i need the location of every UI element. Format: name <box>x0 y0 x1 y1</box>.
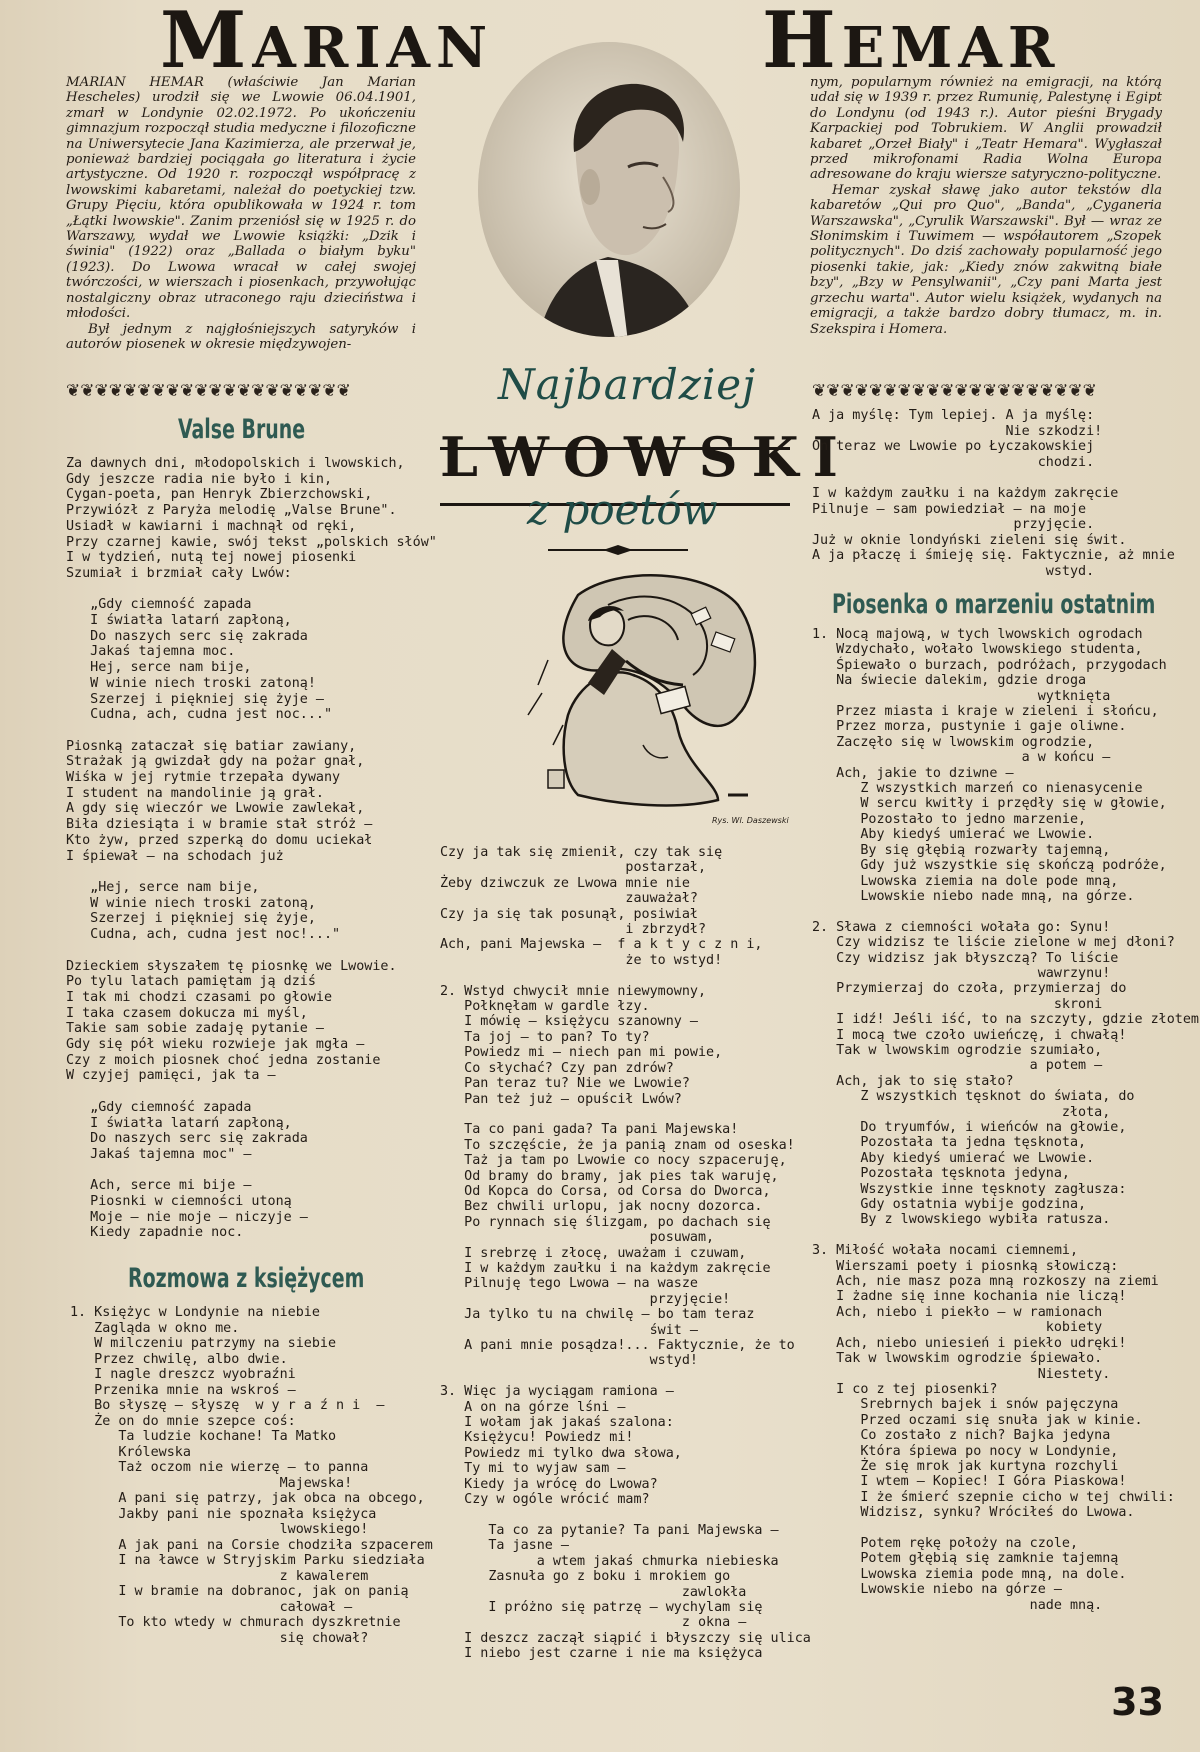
poem-piosenka-o-marzeniu: 1. Nocą majową, w tych lwowskich ogrodach Wzdychało, wołało lwowskiego studenta, Śpiewało o burzach, podróżach, przygodach Na świecie dalekim, gdzie droga wytknięta Przez miasta i kraje w zieleni i słońcu, Przez morza, pustynie i gaje oliwne. Zaczęło się w lwowskim ogrodzie, a w końcu — Ach, jakie to dziwne — Z wszystkich marzeń co nienasycenie W sercu kwitły i przędły się w głowie, Pozostało to jedno marzenie, Aby kiedyś umierać we Lwowie. By się głębią rozwarły tajemną, Gdy już wszystkie się skończą podróże, Lwowska ziemia na dole pode mną, Lwowskie niebo nade mną, na górze. 2. Sława z ciemności wołała go: Synu! Czy widzisz te liście zielone w mej dłoni? Czy widzisz jak błyszczą? To liście wawrzynu! Przymierzaj do czoła, przymierzaj do skroni I idź! Jeśli iść, to na szczyty, gdzie złotem I mocą twe czoło uwieńczę, i chwałą! Tak w lwowskim ogrodzie szumiało, a potem — Ach, jak to się stało? Z wszystkich tęsknot do świata, do złota, Do tryumfów, i wieńców na głowie, Pozostała ta jedna tęsknota, Aby kiedyś umierać we Lwowie. Pozostała tęsknota jedyna, Wszystkie inne tęsknoty zagłusza: Gdy ostatnia wybije godzina, By z lwowskiego wybiła ratusza. 3. Miłość wołała nocami ciemnemi, Wierszami poety i piosnką słowiczą: Ach, nie masz poza mną rozkoszy na ziemi I żadne się inne kochania nie liczą! Ach, niebo i piekło — w ramionach kobiety Ach, niebo uniesień i piekło udręki! Tak w lwowskim ogrodzie śpiewało. Niestety. I co z tej piosenki? Srebrnych bajek i snów pajęczyna Przed oczami się snuła jak w kinie. Co zostało z nich? Bajka jedyna Która śpiewa po nocy w Londynie, Że się mrok jak kurtyna rozchyli I wtem — Kopiec! I Góra Piaskowa! I że śmierć szepnie cicho w tej chwili: Widzisz, synku? Wróciłeś do Lwowa. Potem rękę położy na czole, Potem głębią się zamknie tajemną Lwowska ziemia pode mną, na dole. Lwowskie niebo na górze — nade mną. <box>812 627 1199 1613</box>
bio-left-paragraph: MARIAN HEMAR (właściwie Jan Marian Hescheles) urodził się we Lwowie 06.04.1901, zmarł w Londynie 02.02.1972. Po ukończeniu gimnazjum rozpoczął studia medyczne i filozoficzne na Uniwersytecie Jana Kazimierza, ale przerwał je, ponieważ bardziej pociągała go literatura i życie artystyczne. Od 1920 r. rozpoczął współpracę z lwowskimi kabaretami, należał do poetyckiej tzw. Grupy Pięciu, która opublikowała w 1924 r. tom „Łątki lwowskie". Zanim przeniósł się w 1925 r. do Warszawy, wydał we Lwowie książki: „Dzik i świnia" (1922) oraz „Ballada o białym byku" (1923). Do Lwowa wracał w całej swojej twórczości, w wierszach i piosenkach, przywołując nostalgiczny obraz utraconego raju dzieciństwa i młodości. <box>66 75 416 322</box>
bio-left <box>66 75 416 352</box>
page-number: 33 <box>1111 1680 1164 1724</box>
poem-rozmowa-part-1: 1. Księżyc w Londynie na niebie Zagląda w okno me. W milczeniu patrzymy na siebie Przez chwilę, albo dwie. I nagle dreszcz wyobraźni Przenika mnie na wskroś — Bo słyszę — słyszę w y r a ź n i — Że on do mnie szepce coś: Ta ludzie kochane! Ta Matko Królewska Taż oczom nie wierzę — to panna Majewska! A pani się patrzy, jak obca na obcego, Jakby pani nie spoznała księżyca lwowskiego! A jak pani na Corsie chodziła szpacerem I na ławce w Stryjskim Parku siedziała z kawalerem I w bramie na dobranoc, jak on panią całował — To kto wtedy w chmurach dyszkretnie się chował? <box>70 1305 433 1646</box>
title-first-name: MARIAN <box>160 0 494 86</box>
bio-left-paragraph-2: Był jednym z najgłośniejszych satyryków i autorów piosenek w okresie międzywojen- <box>66 321 416 352</box>
title-last-name: HEMAR <box>762 0 1061 86</box>
poem-rozmowa-ending: A ja myślę: Tym lepiej. A ja myślę: Nie szkodzi! On teraz we Lwowie po Łyczakowskiej chodzi. I w każdym zaułku i na każdym zakręcie Pilnuje — sam powiedział — na moje przyjęcie. Już w oknie londyński zieleni się świt. A ja płaczę i śmieję się. Faktycznie, aż mnie wstyd. <box>812 408 1175 579</box>
caricature-illustration <box>508 565 798 820</box>
bio-right <box>810 75 1162 337</box>
poem-valse-brune: Za dawnych dni, młodopolskich i lwowskich, Gdy jeszcze radia nie było i kin, Cygan-poeta, pan Henryk Zbierzchowski, Przywiózł z Paryża melodię „Valse Brune". Usiadł w kawiarni i machnął od ręki, Przy czarnej kawie, swój tekst „polskich słów" I w tydzień, nutą tej nowej piosenki Szumiał i brzmiał cały Lwów: „Gdy ciemność zapada I światła latarń zapłoną, Do naszych serc się zakrada Jakaś tajemna moc. Hej, serce nam bije, W winie niech troski zatoną! Szerzej i piękniej się żyje — Cudna, ach, cudna jest noc..." Piosnką zataczał się batiar zawiany, Strażak ją gwizdał gdy na pożar gnał, Wiśka w jej rytmie trzepała dywany I student na mandolinie ją grał. A gdy się wieczór we Lwowie zawlekał, Biła dziesiąta i w bramie stał stróż — Kto żyw, przed szperką do domu uciekał I śpiewał — na schodach już „Hej, serce nam bije, W winie niech troski zatoną, Szerzej i piękniej się żyje, Cudna, ach, cudna jest noc!..." Dzieckiem słyszałem tę piosnkę we Lwowie. Po tylu latach pamiętam ją dziś I tak mi chodzi czasami po głowie I taka czasem dokucza mi myśl, Takie sam sobie zadaję pytanie — Gdy się pół wieku rozwieje jak mgła — Czy z moich piosnek choć jedna zostanie W czyjej pamięci, jak ta — „Gdy ciemność zapada I światła latarń zapłoną, Do naszych serc się zakrada Jakaś tajemna moc" — Ach, serce mi bije — Piosnki w ciemności utoną Moje — nie moje — niczyje — Kiedy zapadnie noc. <box>66 456 437 1241</box>
ornament-divider-right: ❦❦❦❦❦❦❦❦❦❦❦❦❦❦❦❦❦❦❦❦ <box>812 381 1097 401</box>
heading-z-poetow: z poetów <box>527 485 718 534</box>
heading-najbardziej: Najbardziej <box>498 360 757 409</box>
section-title-piosenka: Piosenka o marzeniu ostatnim <box>832 589 1156 620</box>
author-portrait <box>478 42 740 337</box>
bio-right-paragraph-2: Hemar zyskał sławę jako autor tekstów dla kabaretów „Qui pro Quo", „Banda", „Cyganeria Warszawska", „Cyrulik Warszawski". Był — wraz ze Słonimskim i Tuwimem — współautorem „Szopek politycznych". Do dziś zachowały popularność jego piosenki takie, jak: „Kiedy znów zakwitną białe bzy", „Bzy w Pensylwanii", „Czy pani Marta jest grzechu warta". Autor wielu książek, wydanych na emigracji, a także bardzo dobry tłumacz, m. in. Szekspira i Homera. <box>810 182 1162 337</box>
poem-rozmowa-part-2: Czy ja tak się zmienił, czy tak się postarzał, Żeby dziwczuk ze Lwowa mnie nie zauważał? Czy ja się tak posunął, posiwiał i zbrzydł? Ach, pani Majewska — f a k t y c z n i, że to wstyd! 2. Wstyd chwycił mnie niewymowny, Połknęłam w gardle łzy. I mówię — księżycu szanowny — Ta joj — to pan? To ty? Powiedz mi — niech pan mi powie, Co słychać? Czy pan zdrów? Pan teraz tu? Nie we Lwowie? Pan też już — opuścił Lwów? Ta co pani gada? Ta pani Majewska! To szczęście, że ja panią znam od oseska! Taż ja tam po Lwowie co nocy szpaceruję, Od bramy do bramy, jak pies tak waruję, Od Kopca do Corsa, od Corsa do Dworca, Bez chwili urlopu, jak nocny dozorca. Po rynnach się ślizgam, po dachach się posuwam, I srebrzę i złocę, uważam i czuwam, I w każdym zaułku i na każdym zakręcie Pilnuję tego Lwowa — na wasze przyjęcie! Ja tylko tu na chwilę — bo tam teraz świt — A pani mnie posądza!... Faktycznie, że to wstyd! 3. Więc ja wyciągam ramiona — A on na górze lśni — I wołam jak jakaś szalona: Księżycu! Powiedz mi! Powiedz mi tylko dwa słowa, Ty mi to wyjaw sam — Kiedy ja wrócę do Lwowa? Czy w ogóle wrócić mam? Ta co za pytanie? Ta pani Majewska — Ta jasne — a wtem jakaś chmurka niebieska Zasnuła go z boku i mrokiem go zawlokła I próżno się patrzę — wychylam się z okna — I deszcz zaczął siąpić i błyszczy się ulica I niebo jest czarne i nie ma księżyca <box>440 845 811 1662</box>
section-title-valse-brune: Valse Brune <box>178 414 306 445</box>
heading-lwowski: LWOWSKI <box>440 425 852 489</box>
section-title-rozmowa: Rozmowa z księżycem <box>128 1263 365 1294</box>
fleuron-divider <box>548 541 688 553</box>
bio-right-paragraph: nym, popularnym również na emigracji, na którą udał się w 1939 r. przez Rumunię, Palestynę i Egipt do Londynu (od 1943 r.). Autor pieśni Brygady Karpackiej pod Tobrukiem. W Anglii prowadził kabaret „Orzeł Biały" i „Teatr Hemara". Wygłaszał przed mikrofonami Radia Wolna Europa adresowane do kraju wiersze satyryczno-polityczne. <box>810 75 1162 183</box>
illustration-credit: Rys. Wl. Daszewski <box>712 816 789 825</box>
ornament-divider-left: ❦❦❦❦❦❦❦❦❦❦❦❦❦❦❦❦❦❦❦❦ <box>66 381 351 401</box>
